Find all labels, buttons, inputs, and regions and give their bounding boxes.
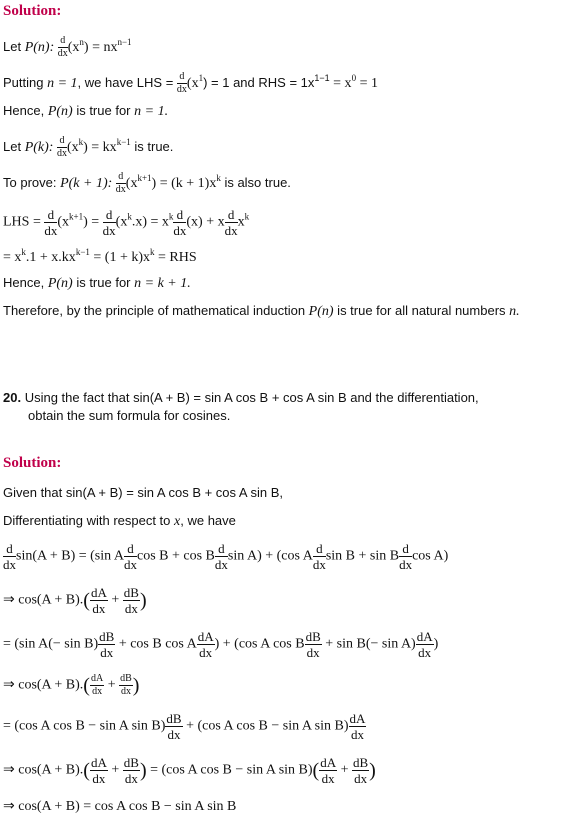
equation-3: = (sin A(− sin B) $\frac{dB}{dx}$ + cos B cos A $\frac{dA}{dx}$ ) + (cos A cos B $\frac{dB}{dx}$ + sin B(− sin A) $\frac{dA}{dx}$ ) — [3, 629, 439, 660]
question-20-line-2: obtain the sum formula for cosines. — [28, 408, 231, 423]
solution-line-2: Putting n = 1, we have LHS = $\frac{d}{dx}$ $(x^1) = 1$ and RHS = $1x^{1-1} = x^0 = 1$ — [3, 71, 378, 95]
equation-1: $\frac{d}{dx}$ sin(A + B) = (sin A $\frac{d}{dx}$ cos B + cos B $\frac{d}{dx}$ sin A) + (cos A $\frac{d}{dx}$ sin B + sin B $\frac{d}{dx}$ cos A) — [3, 541, 449, 572]
question-20-line-1: 20. Using the fact that sin(A + B) = sin A cos B + cos A sin B and the differentiation, — [3, 390, 479, 405]
solution-line-4: Let P(k): $\frac{d}{dx}$ $(x^k) = kx^{k-1}$ is true. — [3, 135, 174, 159]
solution-heading-2: Solution: — [3, 455, 62, 471]
equation-6: ⇒ cos(A + B).( $\frac{dA}{dx}$ + $\frac{dB}{dx}$ ) = (cos A cos B − sin A sin B)( $\frac{dA}{dx}$ + $\frac{dB}{dx}$ ) — [3, 755, 376, 786]
equation-5: = (cos A cos B − sin A sin B) $\frac{dB}{dx}$ + (cos A cos B − sin A sin B) $\frac{dA}{dx}$ — [3, 711, 366, 742]
solution-line-9: Therefore, by the principle of mathematical induction P(n) is true for all natural numbers n. — [3, 303, 520, 319]
solution-line-7: = $x^k.1 + x.kx^{k-1} = (1 + k)x^k$ = RHS — [3, 247, 197, 265]
solution-line-6: LHS = $\frac{d}{dx}$ $(x^{k+1})$ = $\frac{d}{dx}$ $(x^k.x) = x^k$ $\frac{d}{dx}$ (x) + x $\frac{d}{dx}$ $x^k$ — [3, 207, 250, 238]
solution2-given: Given that sin(A + B) = sin A cos B + cos A sin B, — [3, 485, 284, 500]
equation-7: ⇒ cos(A + B) = cos A cos B − sin A sin B — [3, 799, 237, 814]
solution-line-3: Hence, P(n) is true for n = 1. — [3, 103, 169, 119]
equation-2: ⇒ cos(A + B).( $\frac{dA}{dx}$ + $\frac{dB}{dx}$ ) — [3, 585, 147, 616]
solution-line-1: Let P(n): $\frac{d}{dx}$ $(x^n) = nx^{n-1}$ — [3, 35, 132, 59]
equation-4: ⇒ cos(A + B).( $\frac{dA}{dx}$ + $\frac{dB}{dx}$ ) — [3, 673, 140, 697]
question-number: 20. — [3, 390, 22, 405]
solution2-differentiating: Differentiating with respect to x, we have — [3, 513, 236, 529]
solution-heading: Solution: — [3, 3, 62, 19]
solution-line-8: Hence, P(n) is true for n = k + 1. — [3, 275, 191, 291]
solution-line-5: To prove: P(k + 1): $\frac{d}{dx}$ $(x^{k+1}) = (k + 1)x^k$ is also true. — [3, 171, 291, 195]
